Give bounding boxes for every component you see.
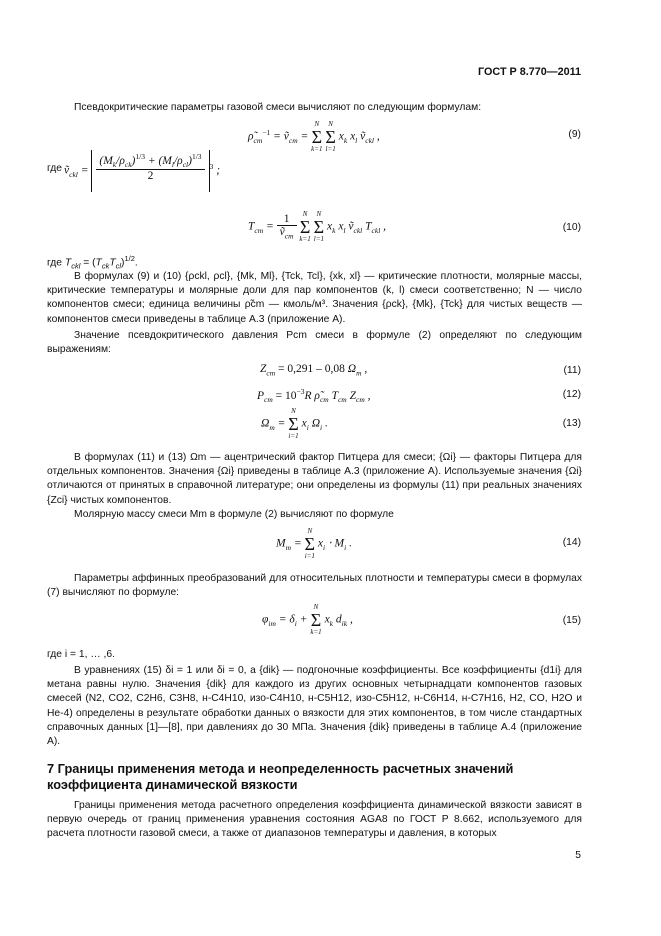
equation-vckl: ṽ$_{ckl}$ = $\frac{(M_k/\rho_{ck})^{1/3} + (M_l/\rho_{cl})^{1/3}}{2}$ $^3$ ; — [64, 150, 220, 192]
paragraph-molar-mass: Молярную массу смеси Mm в формуле (2) вычисляют по формуле — [74, 509, 394, 520]
equation-number-13: (13) — [562, 418, 581, 429]
equation-number-12: (12) — [562, 389, 581, 400]
paragraph-pitzer-factor: В формулах (11) и (13) Ωm — ацентрический фактор Питцера для смеси; {Ωi} — факторы Питцера для отдельных компонентов. Значения {Ωi} приведены в таблице А.3 (приложение А). Используемые значения {Ωi} отличаются от принятых в справочной литературе; они определены из формулы (11) при реальных значениях {Zci} чистых компонентов. — [47, 452, 582, 506]
where-index-range: где i = 1, … ,6. — [47, 649, 115, 660]
paragraph-pseudocritical-pressure: Значение псевдокритического давления Pcm смеси в формуле (2) определяют по следующим выражениям: — [47, 330, 582, 356]
paragraph-intro: Псевдокритические параметры газовой смеси вычисляют по следующим формулам: — [74, 102, 482, 113]
equation-9: $\rhõ_{cm}^{-1}$ = ṽ$_{cm}$ = N Σ k=1 N Σ l=1 $x_k$ $x_l$ ṽ$_{ckl}$ , — [248, 120, 380, 153]
equation-number-14: (14) — [562, 537, 581, 548]
equation-number-9: (9) — [568, 129, 581, 140]
equation-number-11: (11) — [563, 365, 581, 376]
document-code: ГОСТ Р 8.770—2011 — [478, 66, 581, 78]
equation-10: $T_{cm}$ = $\frac{1}{ṽ_{cm}}$ N Σ k=1 N Σ l=1 $x_k$ $x_l$ ṽ$_{ckl}$ $T_{ckl}$ , — [248, 210, 387, 243]
equation-number-15: (15) — [562, 615, 581, 626]
paragraph-application-limits: Границы применения метода расчетного определения коэффициента динамической вязкости зависят в первую очередь от границ применения уравнения состояния AGA8 по ГОСТ Р 8.662, используемого для расчета плотности газовой смеси, а также от диапазонов температуры и давления, в которых — [47, 800, 582, 840]
equation-13: $\Omega_m$ = N Σ i=1 $x_i$ $\Omega_i$ . — [261, 407, 328, 440]
where-label: где — [47, 163, 63, 174]
equation-14: $M_m$ = N Σ i=1 $x_i \cdot M_i$ . — [276, 527, 352, 560]
paragraph-fitting-coefficients: В уравнениях (15) δi = 1 или δi = 0, а {dik} — подгоночные коэффициенты. Все коэффициенты {d1i} для метана равны нулю. Значения {dik} для каждого из других основных четырнадцати компонентов газовых смесей (N2, CO2, C2H6, C3H8, н-C4H10, изо-C4H10, н-C5H12, изо-C5H12, н-C6H14, н-C7H16, H2, CO, H2O и He-4) определены в результате обработки данных о вязкости для этих компонентов, в том числе стандартных справочных данных [1]—[8], при давлениях до 30 МПа. Значения {dik} приведены в таблице А.4 (приложение А). — [47, 665, 582, 748]
equation-12: $P_{cm} = 10^{-3}R$ $\rhõ_{cm}$ $T_{cm}$ $Z_{cm}$ , — [257, 387, 371, 405]
paragraph-affine-parameters: Параметры аффинных преобразований для относительных плотности и температуры смеси в формулах (7) вычисляют по формуле: — [47, 573, 582, 599]
equation-15: $\varphi_{im} = \delta_i$ + N Σ k=1 $x_k$ $d_{ik}$ , — [262, 603, 353, 636]
where-tckl: где $T_{ckl} = (T_{ck}T_{cl})^{1/2}$. — [47, 254, 138, 271]
page-number: 5 — [575, 850, 581, 861]
paragraph-formulas-9-10: В формулах (9) и (10) {ρckl, ρcl}, {Mk, Ml}, {Tck, Tcl}, {xk, xl} — критические плотности, молярные массы, критические температуры и молярные доли для пар компонентов (k, l) смеси соответственно; N — число компонентов смеси; единица величины ρ̃cm — кмоль/м³. Значения {ρck}, {Mk}, {Tck} для чистых веществ — компонентов смеси приведены в таблице А.3 (приложение А). — [47, 271, 582, 325]
equation-number-10: (10) — [562, 222, 581, 233]
section-heading-7: 7 Границы применения метода и неопределенность расчетных значений коэффициента динамической вязкости — [47, 761, 514, 792]
equation-11: $Z_{cm} = 0,291 - 0,08$ $\Omega_m$ , — [260, 363, 368, 378]
